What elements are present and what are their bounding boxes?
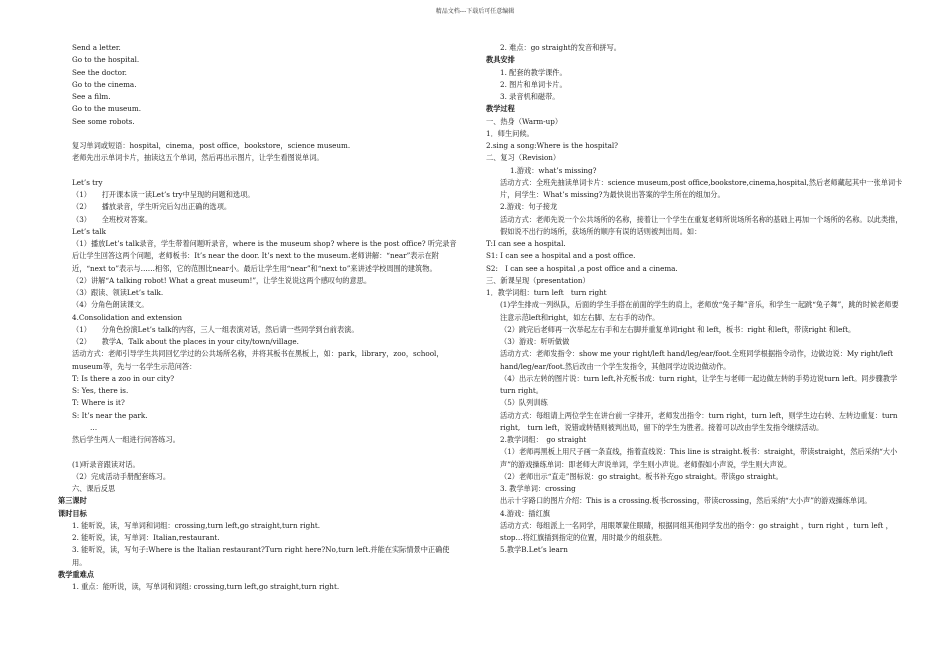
left-text-line: Go to the museum. (72, 104, 142, 114)
left-text-line: （2）完成活动手册配套练习。 (72, 471, 171, 481)
right-text-line: （3）游戏：听听做做 (500, 337, 570, 346)
right-text-line: （2）跳完后老师再一次举起左右手和左右脚并重复单词right 和 left，板书：right 和left，带读right 和left。 (500, 324, 856, 334)
right-text-line: 活动方式：每组请上两位学生在讲台前一字排开，老师发出指令：turn right，turn left，则学生边右转、左转边重复：turn right, turn left，说错或转错则被判出局，留下的学生为胜者。接着可以改由学生发指令继续活动。 (500, 410, 898, 432)
right-text-line: 教具安排 (486, 55, 515, 65)
right-text-line: (1)学生排成一列纵队，后面的学生手搭在前面的学生的肩上，老师放“兔子舞”音乐，和学生一起跳“兔子舞”，跳的时候老师要注意示范left和right，如左右脚、左右手的动作。 (500, 300, 899, 322)
left-text-line: S: Yes, there is. (72, 386, 129, 395)
left-text-line (58, 128, 463, 140)
left-text-line: T: Is there a zoo in our city? (72, 373, 175, 383)
right-text-line: 2.教学词组： go straight (500, 435, 587, 444)
left-text-line: 第三课时 (58, 496, 87, 506)
left-text-line: … (90, 422, 98, 432)
right-text-line: 一、热身（Warm-up） (486, 116, 563, 126)
left-text-line: See the doctor. (72, 67, 127, 77)
right-text-line: S2: I can see a hospital ,a post office and a cinema. (486, 263, 678, 273)
right-text-line: 2.sing a song:Where is the hospital? (486, 141, 619, 150)
right-column (486, 42, 904, 557)
left-text-line: S: It’s near the park. (72, 410, 148, 420)
right-text-line: 2. 难点：go straight的发音和拼写。 (500, 43, 621, 52)
right-text-line: （1）老师再黑板上用尺子画一条直线，指着直线说：This line is straight.板书：straight，带读straight，然后采纳“大小声”的游戏操练单词：即老师大声说单词，学生则小声说。老师假如小声说，学生则大声说。 (500, 447, 898, 469)
left-text-line: See a film. (72, 92, 111, 101)
left-text-line (58, 446, 463, 458)
left-column (58, 42, 463, 593)
right-text-line: 教学过程 (486, 104, 515, 114)
left-text-line: 课时目标 (58, 508, 87, 518)
left-text-line: 活动方式：老师引导学生共同回忆学过的公共场所名称，并将其板书在黑板上，如：park，library，zoo，school，museum等，先与一名学生示范问答： (72, 349, 444, 371)
right-text-line: 活动方式：全班先抽读单词卡片：science museum,post office,bookstore,cinema,hospital,然后老师藏起其中一张单词卡片，问学生：What’s missing?为最快说出答案的学生所在的组加分。 (500, 177, 903, 199)
left-text-line: 1. 能听说，读，写单词和词组：crossing,turn left,go straight,turn right. (72, 520, 321, 530)
left-text-line: （3）跟读、领读Let’s talk. (72, 288, 164, 297)
right-text-line: 5.教学B.Let’s learn (500, 545, 568, 555)
right-text-line: S1: I can see a hospital and a post office. (486, 251, 636, 261)
right-text-line: 活动方式：老师发指令：show me your right/left hand/leg/ear/foot.全班同学根据指令动作，边做边说：My right/left hand/leg/ear/foot.然后改由一个学生发指令，其他同学边说边做动作。 (500, 349, 894, 371)
right-text-line: 1．师生问候。 (486, 128, 534, 138)
left-text-line: Let’s try (72, 177, 103, 187)
right-text-line: 1．教学词组：turn left turn right (486, 288, 607, 297)
left-text-line: 2. 能听说，读，写单词：Italian,restaurant. (72, 533, 220, 542)
left-text-line: (1)听录音跟读对话。 (72, 459, 140, 469)
left-text-line: T: Where is it? (72, 398, 125, 408)
right-text-line: 1. 配套的教学课件。 (500, 67, 567, 77)
left-text-line: 然后学生两人一组进行问答练习。 (72, 435, 180, 444)
right-text-line: 2. 图片和单词卡片。 (500, 79, 567, 89)
right-text-line: 二、复习（Revision） (486, 153, 561, 163)
left-text-line: （3） 全班校对答案。 (72, 214, 153, 224)
left-text-line: （4）分角色朗读课文。 (72, 300, 149, 310)
left-text-line: （1）播放Let’s talk录音，学生带着问题听录音，where is the museum shop? where is the post office? 听完录音后让学生回答这两个问题，老师板书：It’s near the door. It’s next to the museum.老师讲解：“near”表示在附近，“next to”表示与……相邻，它的范围比near小。最后让学生用“near”和“next to”来讲述学校周围的建筑物。 (72, 239, 457, 273)
right-text-line: 4.游戏：插红旗 (500, 508, 550, 518)
left-text-line: （1） 打开课本读一读Let’s try中呈现的问题和选项。 (72, 190, 255, 199)
right-text-line: （2）老师出示“直走”图标说：go straight。板书补充go straight。带读go straight。 (500, 471, 783, 481)
left-text-line: （2）讲解“A talking robot! What a great museum!”，让学生说说这两个感叹句的意思。 (72, 275, 372, 285)
right-text-line: 2.游戏：句子接龙 (500, 202, 558, 212)
right-text-line: 出示十字路口的图片介绍：This is a crossing.板书crossing，带读crossing，然后采纳“大小声”的游戏操练单词。 (500, 496, 872, 506)
left-text-line: 六、课后反思 (72, 484, 116, 493)
left-text-line: Let’s talk (72, 226, 107, 236)
left-text-line: 复习单词或短语：hospital，cinema，post office，bookstore，science museum. (72, 141, 351, 150)
right-text-line: 3. 教学单词：crossing (500, 484, 576, 493)
left-text-line: 1. 重点：能听说，读，写单词和词组: crossing,turn left,go straight,turn right. (72, 582, 340, 591)
right-text-line: T:I can see a hospital. (486, 239, 566, 248)
left-text-line: Go to the cinema. (72, 79, 137, 89)
left-text-line: 教学重难点 (58, 569, 94, 579)
left-text-line: See some robots. (72, 116, 135, 126)
right-text-line: （4）出示左转的图片说：turn left,补充板书成：turn right，让学生与老师一起边做左转的手势边说turn left。同步骤教学turn right。 (500, 373, 898, 395)
left-text-line: （2） 播放录音，学生听完后勾出正确的选项。 (72, 202, 232, 212)
right-text-line: 1.游戏：what’s missing? (510, 165, 597, 175)
left-text-line: （2） 教学A．Talk about the places in your city/town/village. (72, 337, 299, 346)
left-text-line: Go to the hospital. (72, 55, 140, 65)
left-text-line: 3. 能听说，读，写句子:Where is the Italian restaurant?Turn right here?No,turn left.并能在实际情景中正确使用。 (72, 545, 450, 567)
left-text-line: 老师先出示单词卡片，抽读这五个单词，然后再出示图片，让学生看图说单词。 (72, 153, 324, 163)
left-text-line: （1） 分角色扮演Let’s talk的内容，三人一组表演对话，然后请一些同学到台前表演。 (72, 324, 359, 334)
right-text-line: 活动方式：老师先说一个公共场所的名称，接着让一个学生在重复老师所说场所名称的基础上再加一个场所的名称。以此类推，假如说不出行的场所，获场所的顺序有误的话则被判出局。如： (500, 214, 903, 236)
right-text-line: 3. 录音机和磁带。 (500, 92, 560, 101)
left-text-line: Send a letter. (72, 43, 121, 52)
right-text-line: 活动方式：每组派上一名同学，用眼罩蒙住眼睛，根据同组其他同学发出的指令：go straight ，turn right ，turn left ，stop…将红旗插到指定的位置，用时最少的组获胜。 (500, 520, 893, 542)
right-text-line: （5）队列训练 (500, 398, 548, 408)
left-text-line: 4.Consolidation and extension (72, 312, 183, 322)
right-text-line: 三、新课呈现（presentation） (486, 275, 590, 285)
page-header: 精品文档---下载后可任意编辑 (435, 8, 515, 15)
left-text-line (58, 165, 463, 177)
